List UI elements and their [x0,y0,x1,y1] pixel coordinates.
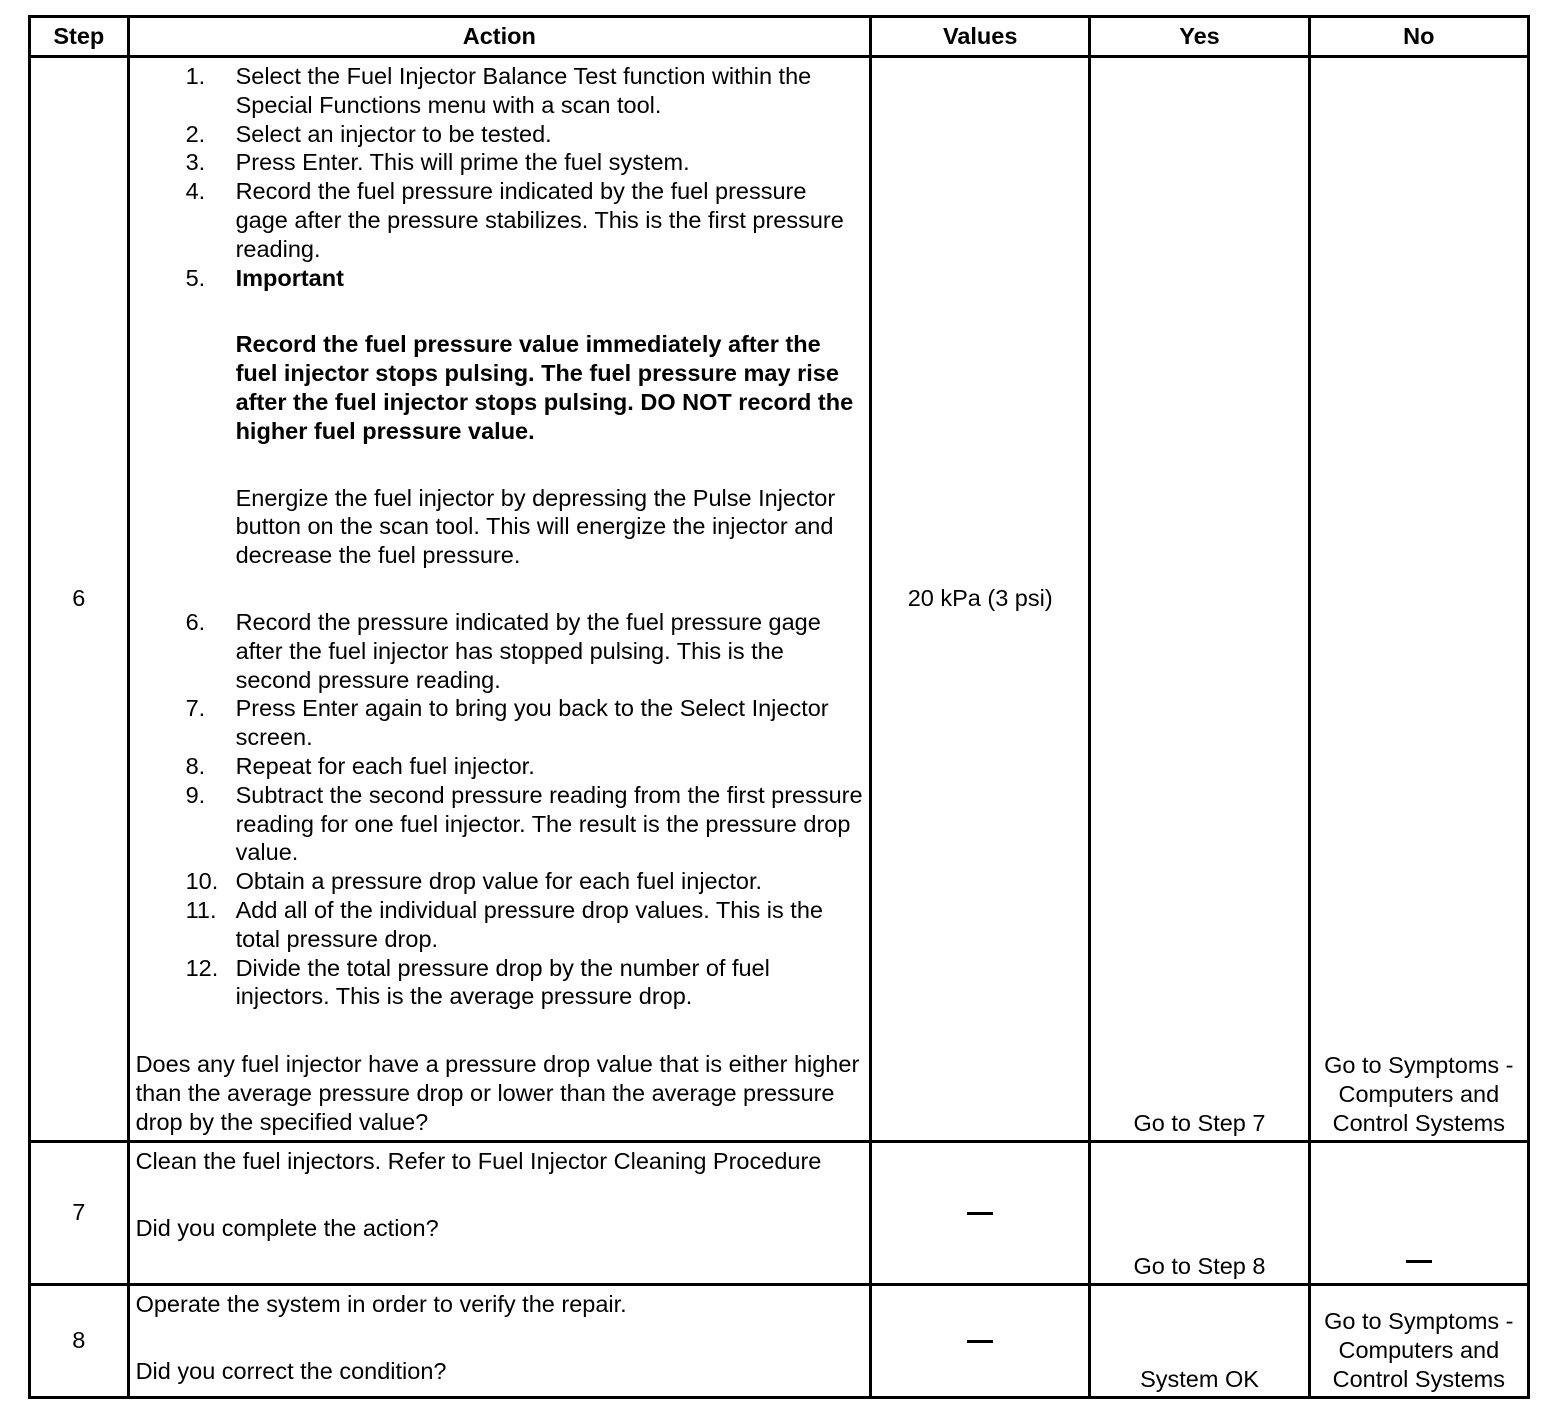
header-yes: Yes [1090,17,1309,57]
important-notice-title: Important [235,264,344,291]
list-item-text: Add all of the individual pressure drop values. This is the total pressure drop. [235,896,823,952]
list-item-text: Press Enter. This will prime the fuel system. [235,149,690,176]
list-item-number: 1. [185,63,206,89]
list-item [136,148,865,177]
step-question: Did you correct the condition? [135,1358,447,1385]
list-item [136,896,865,954]
list-item-text: Record the pressure indicated by the fuel pressure gage after the fuel injector has stopped pulsing. This is the second pressure reading. [235,608,821,693]
diagnostic-table [28,15,1530,1399]
list-item-text: Press Enter again to bring you back to the Select Injector screen. [235,695,829,751]
list-item-number: 12. [185,954,219,981]
list-item-text: Divide the total pressure drop by the number of fuel injectors. This is the average pressure drop. [235,954,770,1010]
list-item-number: 11. [185,896,217,923]
list-item [136,954,865,1012]
list-item-important [136,264,865,570]
list-item [136,694,865,752]
no-cell [1309,1141,1528,1284]
yes-cell: Go to Step 7 [1090,57,1309,1142]
em-dash-mark [967,1340,993,1343]
list-item [136,608,865,694]
list-item [136,177,865,263]
list-item-text: Subtract the second pressure reading from the first pressure reading for one fuel injector. The result is the pressure drop value. [235,781,863,866]
header-step: Step [30,17,129,57]
table-row-step-7 [30,1141,1529,1284]
diagnostic-table-document [28,15,1530,1399]
list-item-text: Select the Fuel Injector Balance Test function within the Special Functions menu with a scan tool. [235,63,812,118]
values-cell [871,1284,1090,1397]
values-cell: 20 kPa (3 psi) [871,57,1090,1142]
list-item-number: 6. [185,608,206,635]
action-text: Clean the fuel injectors. Refer to Fuel Injector Cleaning Procedure [135,1147,822,1174]
em-dash-mark [967,1212,993,1215]
list-item-number: 8. [185,752,206,779]
header-values: Values [871,17,1090,57]
list-item-text: Energize the fuel injector by depressing the Pulse Injector button on the scan tool. This will energize the injector and decrease the fuel pressure. [235,484,836,569]
action-text: Operate the system in order to verify the repair. [135,1290,627,1317]
action-cell [128,1284,870,1397]
list-item-number: 3. [185,149,206,176]
list-item-text: Obtain a pressure drop value for each fuel injector. [235,868,763,895]
table-row-step-8 [30,1284,1529,1397]
action-cell [128,57,870,1142]
list-item [136,781,865,867]
header-row [30,17,1529,57]
no-cell: Go to Symptoms - Computers and Control Systems [1309,1284,1528,1397]
list-item-number: 2. [185,120,206,147]
header-no: No [1309,17,1528,57]
step-question: Did you complete the action? [135,1215,439,1242]
list-item-number: 7. [185,695,206,722]
list-item-number: 5. [185,264,206,291]
procedure-steps-list [136,62,865,1011]
yes-cell: Go to Step 8 [1090,1141,1309,1284]
step-number: 8 [30,1284,129,1397]
values-cell [871,1141,1090,1284]
list-item-number: 9. [185,781,206,808]
yes-cell: System OK [1090,1284,1309,1397]
list-item [136,752,865,781]
list-item-text: Record the fuel pressure indicated by the fuel pressure gage after the pressure stabilizes. This is the first pressure reading. [235,178,844,262]
em-dash-mark [1406,1260,1432,1263]
list-item-text: Select an injector to be tested. [235,120,552,147]
header-action: Action [128,17,870,57]
list-item [136,62,865,120]
action-cell [128,1141,870,1284]
list-item-number: 10. [185,868,219,895]
table-row-step-6 [30,57,1529,1142]
step-number: 6 [30,57,129,1142]
step-question: Does any fuel injector have a pressure drop value that is either higher than the average pressure drop or lower than the average pressure drop by the specified value? [135,1051,860,1135]
list-item [136,120,865,149]
step-number: 7 [30,1141,129,1284]
no-cell: Go to Symptoms - Computers and Control Systems [1309,57,1528,1142]
list-item-number: 4. [185,178,206,205]
important-notice-body: Record the fuel pressure value immediately after the fuel injector stops pulsing. The fuel pressure may rise after the fuel injector stops pulsing. DO NOT record the higher fuel pressure value. [235,331,854,444]
list-item [136,867,865,896]
list-item-text: Repeat for each fuel injector. [235,752,535,779]
